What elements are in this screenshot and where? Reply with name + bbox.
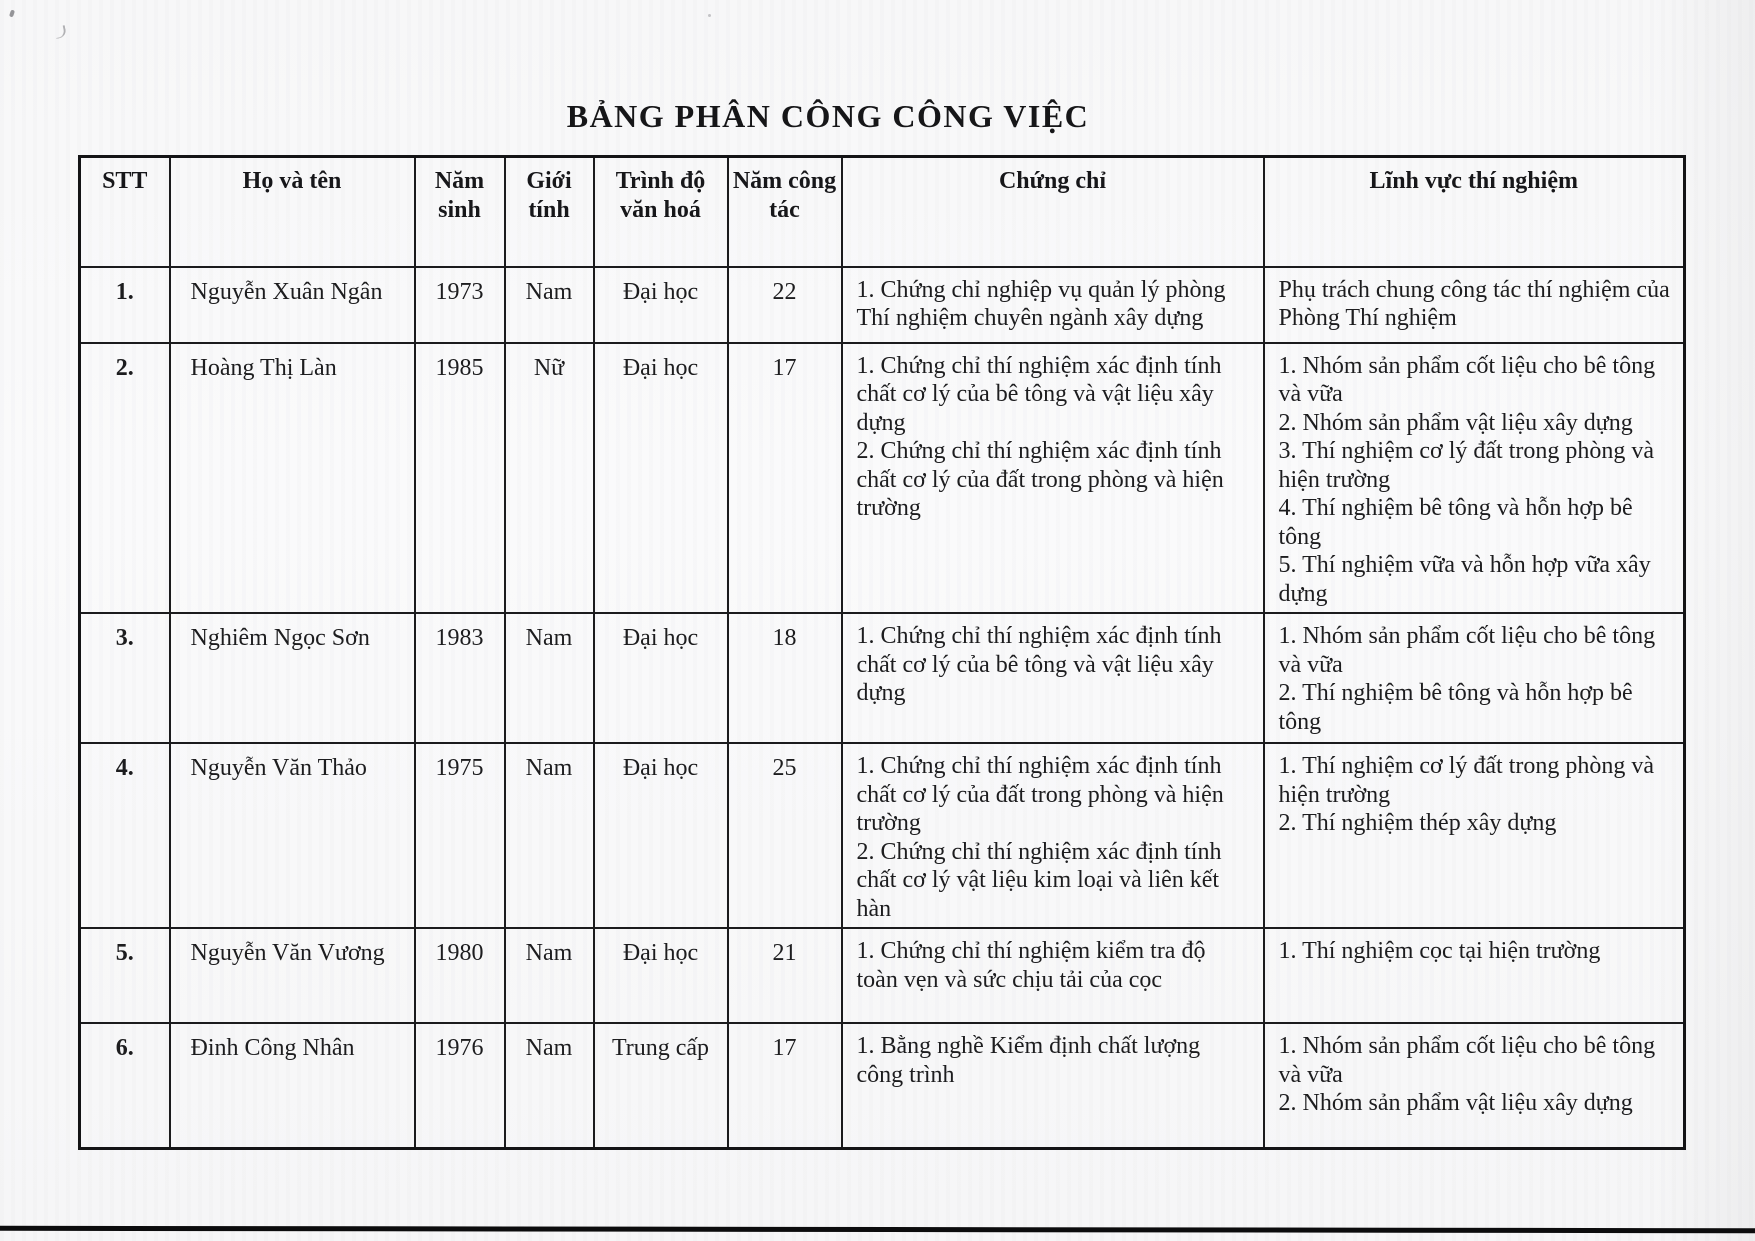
cell-education: Đại học bbox=[594, 343, 728, 614]
cell-text-line: 2. Thí nghiệm thép xây dựng bbox=[1278, 810, 1557, 836]
cell-education: Trung cấp bbox=[594, 1023, 728, 1148]
cell-work-years: 17 bbox=[728, 1023, 842, 1148]
cell-text-line: 1. Nhóm sản phẩm cốt liệu cho bê tông và vữa bbox=[1278, 352, 1656, 407]
scan-artifact-speck bbox=[9, 10, 15, 18]
cell-education: Đại học bbox=[594, 267, 728, 343]
cell-text-line: 2. Chứng chỉ thí nghiệm xác định tính chất cơ lý vật liệu kim loại và liên kết hàn bbox=[856, 838, 1222, 922]
col-header-name: Họ và tên bbox=[170, 157, 415, 267]
work-assignment-table bbox=[78, 155, 1686, 1150]
page-title: BẢNG PHÂN CÔNG CÔNG VIỆC bbox=[566, 98, 1090, 134]
cell-text-line: 1. Chứng chỉ thí nghiệm xác định tính chất cơ lý của bê tông và vật liệu xây dựng bbox=[856, 352, 1222, 436]
cell-stt: 1. bbox=[80, 267, 170, 343]
cell-work-years: 17 bbox=[728, 343, 842, 614]
cell-text-line: 1. Bằng nghề Kiểm định chất lượng công trình bbox=[856, 1033, 1201, 1088]
cell-certificates bbox=[842, 743, 1264, 928]
col-header-certificates: Chứng chỉ bbox=[842, 157, 1264, 267]
cell-education: Đại học bbox=[594, 743, 728, 928]
cell-certificates bbox=[842, 613, 1264, 743]
cell-text-line: 2. Chứng chỉ thí nghiệm xác định tính chất cơ lý của đất trong phòng và hiện trường bbox=[856, 438, 1224, 521]
cell-fields bbox=[1264, 1023, 1685, 1148]
cell-certificates bbox=[842, 267, 1264, 343]
cell-name: Đinh Công Nhân bbox=[170, 1023, 415, 1148]
cell-stt: 4. bbox=[80, 743, 170, 928]
table-row bbox=[80, 928, 1685, 1023]
cell-stt: 6. bbox=[80, 1023, 170, 1148]
cell-text-line: 1. Chứng chỉ thí nghiệm xác định tính chất cơ lý của đất trong phòng và hiện trường bbox=[856, 753, 1224, 836]
cell-work-years: 22 bbox=[728, 267, 842, 343]
table-row bbox=[80, 613, 1685, 743]
table-header-row bbox=[80, 157, 1685, 267]
scan-artifact-dot bbox=[708, 14, 711, 17]
cell-text-line: 1. Chứng chỉ nghiệp vụ quản lý phòng Thí nghiệm chuyên ngành xây dựng bbox=[856, 276, 1226, 331]
col-header-work-years: Năm công tác bbox=[728, 157, 842, 267]
cell-text-line: 2. Nhóm sản phẩm vật liệu xây dựng bbox=[1278, 1090, 1633, 1116]
cell-work-years: 18 bbox=[728, 613, 842, 743]
table-row bbox=[80, 743, 1685, 928]
table-row bbox=[80, 343, 1685, 614]
cell-fields bbox=[1264, 267, 1685, 343]
cell-text-line: 2. Thí nghiệm bê tông và hỗn hợp bê tông bbox=[1278, 680, 1633, 735]
cell-text-line: 3. Thí nghiệm cơ lý đất trong phòng và hiện trường bbox=[1278, 438, 1655, 493]
cell-fields bbox=[1264, 343, 1685, 614]
cell-education: Đại học bbox=[594, 928, 728, 1023]
col-header-fields: Lĩnh vực thí nghiệm bbox=[1264, 157, 1685, 267]
col-header-birth-year: Năm sinh bbox=[415, 157, 505, 267]
cell-fields bbox=[1264, 928, 1685, 1023]
cell-text-line: 4. Thí nghiệm bê tông và hỗn hợp bê tông bbox=[1278, 495, 1633, 550]
cell-stt: 3. bbox=[80, 613, 170, 743]
cell-certificates bbox=[842, 928, 1264, 1023]
cell-certificates bbox=[842, 343, 1264, 614]
cell-text-line: 1. Chứng chỉ thí nghiệm xác định tính chất cơ lý của bê tông và vật liệu xây dựng bbox=[856, 623, 1222, 706]
table-row bbox=[80, 267, 1685, 343]
cell-text-line: 1. Chứng chỉ thí nghiệm kiểm tra độ toàn vẹn và sức chịu tải của cọc bbox=[856, 938, 1206, 993]
cell-name: Nguyễn Văn Vương bbox=[170, 928, 415, 1023]
col-header-gender: Giới tính bbox=[505, 157, 594, 267]
cell-stt: 2. bbox=[80, 343, 170, 614]
cell-name: Hoàng Thị Làn bbox=[170, 343, 415, 614]
cell-text-line: 1. Nhóm sản phẩm cốt liệu cho bê tông và vữa bbox=[1278, 1033, 1656, 1088]
cell-work-years: 25 bbox=[728, 743, 842, 928]
cell-stt: 5. bbox=[80, 928, 170, 1023]
page-edge-line bbox=[0, 1226, 1755, 1233]
cell-text-line: Phụ trách chung công tác thí nghiệm của Phòng Thí nghiệm bbox=[1278, 276, 1670, 331]
cell-birth-year: 1983 bbox=[415, 613, 505, 743]
cell-certificates bbox=[842, 1023, 1264, 1148]
cell-gender: Nữ bbox=[505, 343, 594, 614]
col-header-education: Trình độ văn hoá bbox=[594, 157, 728, 267]
cell-text-line: 1. Thí nghiệm cọc tại hiện trường bbox=[1278, 938, 1601, 964]
cell-birth-year: 1975 bbox=[415, 743, 505, 928]
cell-birth-year: 1976 bbox=[415, 1023, 505, 1148]
cell-gender: Nam bbox=[505, 267, 594, 343]
cell-fields bbox=[1264, 613, 1685, 743]
scan-artifact-mark bbox=[54, 25, 67, 39]
cell-name: Nguyễn Văn Thảo bbox=[170, 743, 415, 928]
cell-name: Nghiêm Ngọc Sơn bbox=[170, 613, 415, 743]
col-header-stt: STT bbox=[80, 157, 170, 267]
cell-birth-year: 1980 bbox=[415, 928, 505, 1023]
cell-work-years: 21 bbox=[728, 928, 842, 1023]
cell-gender: Nam bbox=[505, 743, 594, 928]
cell-education: Đại học bbox=[594, 613, 728, 743]
cell-gender: Nam bbox=[505, 1023, 594, 1148]
cell-text-line: 1. Thí nghiệm cơ lý đất trong phòng và hiện trường bbox=[1278, 753, 1655, 808]
cell-gender: Nam bbox=[505, 613, 594, 743]
cell-text-line: 1. Nhóm sản phẩm cốt liệu cho bê tông và vữa bbox=[1278, 623, 1656, 678]
cell-text-line: 2. Nhóm sản phẩm vật liệu xây dựng bbox=[1278, 409, 1633, 436]
cell-birth-year: 1973 bbox=[415, 267, 505, 343]
cell-name: Nguyễn Xuân Ngân bbox=[170, 267, 415, 343]
cell-birth-year: 1985 bbox=[415, 343, 505, 614]
cell-text-line: 5. Thí nghiệm vữa và hỗn hợp vữa xây dựng bbox=[1278, 552, 1651, 607]
table-row bbox=[80, 1023, 1685, 1148]
cell-fields bbox=[1264, 743, 1685, 928]
cell-gender: Nam bbox=[505, 928, 594, 1023]
